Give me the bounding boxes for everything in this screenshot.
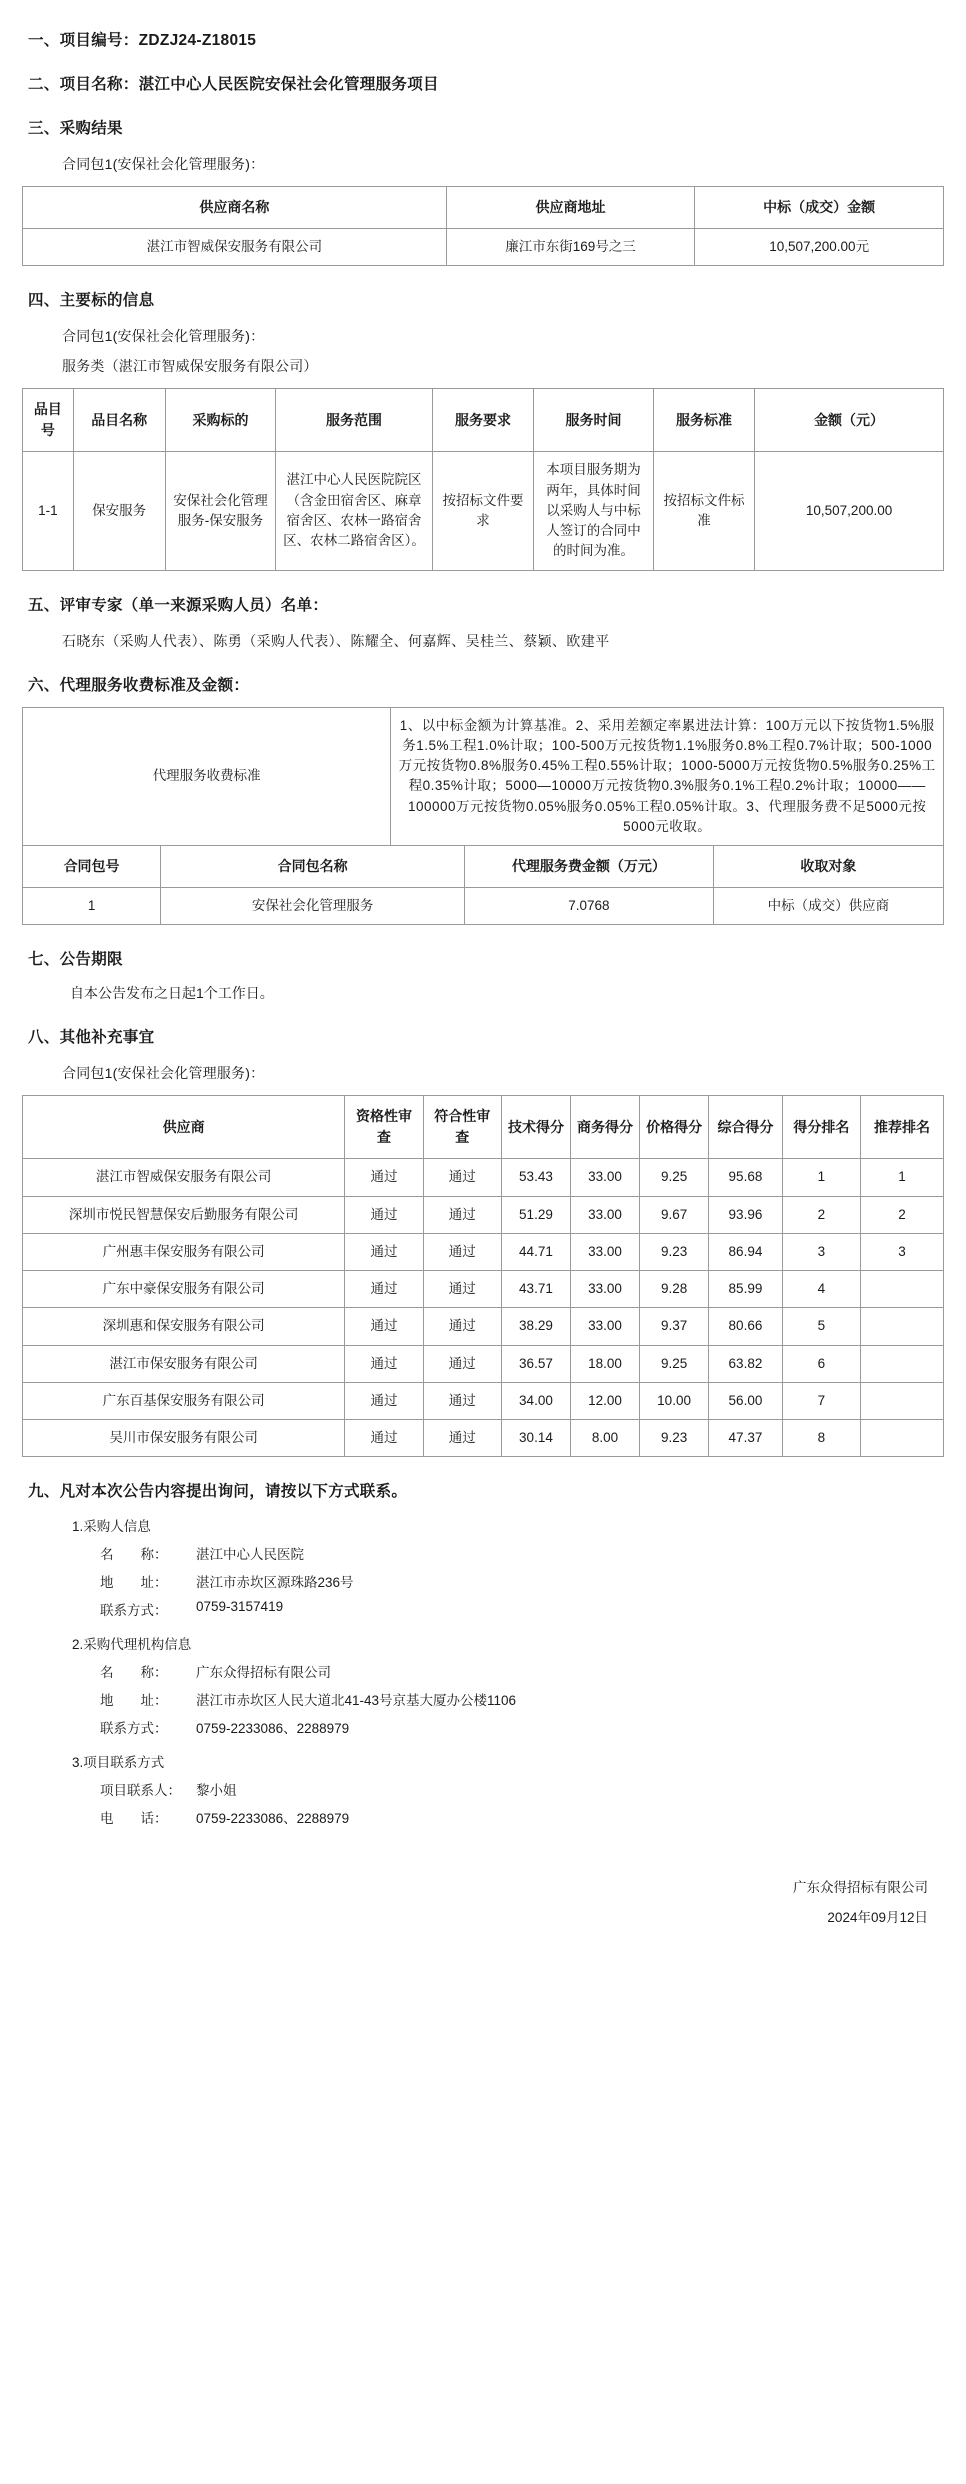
- agency-fee-standard-table: [22, 707, 944, 847]
- subject-category-label: 服务类（湛江市智威保安服务有限公司）: [62, 358, 318, 375]
- cell-qualification: 通过: [345, 1382, 423, 1419]
- cell-item-no: 1-1: [23, 452, 74, 570]
- cell-score-rank: 3: [782, 1233, 860, 1270]
- table-row: [23, 1308, 944, 1345]
- contact-row-address: [100, 1571, 944, 1591]
- cell-business: 8.00: [570, 1420, 639, 1457]
- cell-price: 10.00: [640, 1382, 709, 1419]
- contact-row-phone: [100, 1717, 944, 1737]
- cell-technical: 30.14: [501, 1420, 570, 1457]
- table-row: [23, 229, 944, 266]
- cell-score-rank: 5: [782, 1308, 860, 1345]
- cell-agency-fee-amount: 7.0768: [465, 888, 714, 925]
- cell-fee-payer: 中标（成交）供应商: [713, 888, 943, 925]
- cell-technical: 44.71: [501, 1233, 570, 1270]
- cell-price: 9.37: [640, 1308, 709, 1345]
- cell-score-rank: 7: [782, 1382, 860, 1419]
- cell-price: 9.67: [640, 1196, 709, 1233]
- table-row: [23, 707, 944, 846]
- table-row: [23, 1271, 944, 1308]
- expert-name-list: 石晓东（采购人代表）、陈勇（采购人代表）、陈耀全、何嘉辉、吴桂兰、蔡颖、欧建平: [62, 632, 610, 649]
- subject-package-label: 合同包1(安保社会化管理服务)：: [62, 328, 265, 345]
- cell-score-rank: 2: [782, 1196, 860, 1233]
- table-row: [23, 1382, 944, 1419]
- cell-supplier: 广州惠丰保安服务有限公司: [23, 1233, 345, 1270]
- contact-row-name: [100, 1661, 944, 1681]
- cell-price: 9.23: [640, 1233, 709, 1270]
- cell-business: 33.00: [570, 1233, 639, 1270]
- cell-service-scope: 湛江中心人民医院院区（含金田宿舍区、麻章宿舍区、农林一路宿舍区、农林二路宿舍区）。: [276, 452, 433, 570]
- table-header-row: [23, 187, 944, 229]
- cell-recommend-rank: 3: [861, 1233, 944, 1270]
- table-row: [23, 1345, 944, 1382]
- cell-technical: 34.00: [501, 1382, 570, 1419]
- cell-technical: 43.71: [501, 1271, 570, 1308]
- table-header-row: [23, 846, 944, 888]
- table-row: [23, 1159, 944, 1196]
- col-price-score: 价格得分: [640, 1096, 709, 1159]
- contact-value-telephone: 0759-2233086、2288979: [196, 1811, 350, 1827]
- cell-fee-text: 1、以中标金额为计算基准。2、采用差额定率累进法计算：100万元以下按货物1.5%服务1.5%工程1.0%计取；100-500万元按货物1.1%服务0.8%工程0.7%计取；500-1000万元按货物0.8%服务0.45%工程0.55%计取；1000-5000万元按货物0.5%服务0.25%工程0.35%计取；5000—10000万元按货物0.3%服务0.1%工程0.2%计取；10000——100000万元按货物0.05%服务0.05%工程0.05%计取。3、代理服务费不足5000元按5000元收取。: [391, 707, 944, 846]
- contact-group-agency: [22, 1633, 944, 1737]
- cell-recommend-rank: [861, 1382, 944, 1419]
- contact-label-name: 名 称：: [100, 1665, 168, 1681]
- cell-qualification: 通过: [345, 1420, 423, 1457]
- cell-supplier: 深圳惠和保安服务有限公司: [23, 1308, 345, 1345]
- cell-total: 47.37: [709, 1420, 783, 1457]
- col-qualification-review: 资格性审查: [345, 1096, 423, 1159]
- col-fee-payer: 收取对象: [713, 846, 943, 888]
- cell-business: 33.00: [570, 1196, 639, 1233]
- cell-qualification: 通过: [345, 1345, 423, 1382]
- section-review-experts: 五、评审专家（单一来源采购人员）名单：: [28, 596, 329, 614]
- cell-score-rank: 1: [782, 1159, 860, 1196]
- col-supplier: 供应商: [23, 1096, 345, 1159]
- cell-qualification: 通过: [345, 1196, 423, 1233]
- col-service-scope: 服务范围: [276, 389, 433, 452]
- contact-label-address: 地 址：: [100, 1575, 168, 1591]
- cell-score-rank: 4: [782, 1271, 860, 1308]
- contact-label-phone: 联系方式：: [100, 1603, 168, 1619]
- col-supplier-name: 供应商名称: [23, 187, 447, 229]
- cell-compliance: 通过: [423, 1345, 501, 1382]
- cell-award-amount: 10,507,200.00元: [695, 229, 944, 266]
- table-header-row: [23, 1096, 944, 1159]
- cell-total: 93.96: [709, 1196, 783, 1233]
- cell-recommend-rank: [861, 1271, 944, 1308]
- cell-supplier-address: 廉江市东街169号之三: [446, 229, 695, 266]
- contact-row-telephone: [100, 1807, 944, 1827]
- cell-fee-label: 代理服务收费标准: [23, 707, 391, 846]
- section-subject-info: 四、主要标的信息: [28, 292, 155, 310]
- col-service-requirement: 服务要求: [432, 389, 533, 452]
- col-package-name: 合同包名称: [161, 846, 465, 888]
- contact-row-address: [100, 1689, 944, 1709]
- table-row: [23, 1233, 944, 1270]
- table-row: [23, 452, 944, 570]
- section-project-number: 一、项目编号：ZDZJ24-Z18015: [28, 32, 257, 49]
- cell-qualification: 通过: [345, 1308, 423, 1345]
- cell-recommend-rank: [861, 1308, 944, 1345]
- contact-label-name: 名 称：: [100, 1547, 168, 1563]
- col-amount: 金额（元）: [755, 389, 944, 452]
- cell-package-no: 1: [23, 888, 161, 925]
- col-item-name: 品目名称: [73, 389, 165, 452]
- cell-supplier-name: 湛江市智威保安服务有限公司: [23, 229, 447, 266]
- col-supplier-address: 供应商地址: [446, 187, 695, 229]
- cell-business: 33.00: [570, 1308, 639, 1345]
- cell-service-standard: 按招标文件标准: [653, 452, 754, 570]
- footer-organization: 广东众得招标有限公司: [793, 1880, 928, 1896]
- cell-business: 33.00: [570, 1271, 639, 1308]
- contact-group-title: 2.采购代理机构信息: [72, 1637, 192, 1653]
- cell-score-rank: 6: [782, 1345, 860, 1382]
- contact-value-address: 湛江市赤坎区源珠路236号: [196, 1575, 354, 1591]
- col-technical-score: 技术得分: [501, 1096, 570, 1159]
- subject-table: [22, 388, 944, 570]
- cell-package-name: 安保社会化管理服务: [161, 888, 465, 925]
- cell-service-requirement: 按招标文件要求: [432, 452, 533, 570]
- cell-amount: 10,507,200.00: [755, 452, 944, 570]
- cell-business: 18.00: [570, 1345, 639, 1382]
- contact-value-name: 广东众得招标有限公司: [196, 1665, 331, 1681]
- cell-compliance: 通过: [423, 1233, 501, 1270]
- section-supplementary: 八、其他补充事宜: [28, 1029, 155, 1047]
- document-footer: [22, 1873, 944, 1932]
- cell-price: 9.25: [640, 1159, 709, 1196]
- table-row: [23, 1196, 944, 1233]
- contact-label-phone: 联系方式：: [100, 1721, 168, 1737]
- col-score-rank: 得分排名: [782, 1096, 860, 1159]
- cell-recommend-rank: [861, 1420, 944, 1457]
- contact-group-project: [22, 1751, 944, 1827]
- cell-total: 80.66: [709, 1308, 783, 1345]
- section-notice-period: 七、公告期限: [28, 951, 123, 969]
- cell-supplier: 广东中豪保安服务有限公司: [23, 1271, 345, 1308]
- cell-supplier: 湛江市保安服务有限公司: [23, 1345, 345, 1382]
- cell-compliance: 通过: [423, 1308, 501, 1345]
- col-package-no: 合同包号: [23, 846, 161, 888]
- table-row: [23, 1420, 944, 1457]
- cell-technical: 53.43: [501, 1159, 570, 1196]
- contact-label-address: 地 址：: [100, 1693, 168, 1709]
- contact-value-phone: 0759-2233086、2288979: [196, 1721, 350, 1737]
- cell-recommend-rank: 1: [861, 1159, 944, 1196]
- contact-value-name: 湛江中心人民医院: [196, 1547, 304, 1563]
- cell-supplier: 深圳市悦民智慧保安后勤服务有限公司: [23, 1196, 345, 1233]
- cell-total: 85.99: [709, 1271, 783, 1308]
- cell-compliance: 通过: [423, 1196, 501, 1233]
- cell-business: 33.00: [570, 1159, 639, 1196]
- cell-recommend-rank: [861, 1345, 944, 1382]
- cell-total: 56.00: [709, 1382, 783, 1419]
- section-agency-fee: 六、代理服务收费标准及金额：: [28, 676, 250, 694]
- col-business-score: 商务得分: [570, 1096, 639, 1159]
- section-project-name: 二、项目名称：湛江中心人民医院安保社会化管理服务项目: [28, 76, 439, 93]
- contact-value-person: 黎小姐: [196, 1783, 237, 1799]
- contact-value-address: 湛江市赤坎区人民大道北41-43号京基大厦办公楼1106: [196, 1693, 517, 1709]
- col-agency-fee-amount: 代理服务费金额（万元）: [465, 846, 714, 888]
- cell-total: 63.82: [709, 1345, 783, 1382]
- cell-compliance: 通过: [423, 1159, 501, 1196]
- cell-service-time: 本项目服务期为两年，具体时间以采购人与中标人签订的合同中的时间为准。: [534, 452, 654, 570]
- cell-price: 9.28: [640, 1271, 709, 1308]
- footer-date: 2024年09月12日: [827, 1909, 928, 1925]
- col-service-time: 服务时间: [534, 389, 654, 452]
- table-row: [23, 888, 944, 925]
- supplement-package-label: 合同包1(安保社会化管理服务)：: [62, 1065, 265, 1082]
- section-procurement-result: 三、采购结果: [28, 120, 123, 137]
- contact-value-phone: 0759-3157419: [196, 1599, 284, 1615]
- cell-compliance: 通过: [423, 1271, 501, 1308]
- cell-supplier: 广东百基保安服务有限公司: [23, 1382, 345, 1419]
- cell-score-rank: 8: [782, 1420, 860, 1457]
- col-award-amount: 中标（成交）金额: [695, 187, 944, 229]
- cell-total: 95.68: [709, 1159, 783, 1196]
- evaluation-score-table: [22, 1095, 944, 1457]
- cell-business: 12.00: [570, 1382, 639, 1419]
- cell-recommend-rank: 2: [861, 1196, 944, 1233]
- notice-period-text: 自本公告发布之日起1个工作日。: [70, 985, 274, 1002]
- contact-row-name: [100, 1543, 944, 1563]
- contact-label-person: 项目联系人：: [100, 1783, 181, 1799]
- cell-supplier: 吴川市保安服务有限公司: [23, 1420, 345, 1457]
- cell-compliance: 通过: [423, 1420, 501, 1457]
- cell-technical: 51.29: [501, 1196, 570, 1233]
- contact-group-title: 3.项目联系方式: [72, 1755, 165, 1771]
- result-package-label: 合同包1(安保社会化管理服务)：: [62, 156, 265, 172]
- result-table: [22, 186, 944, 266]
- cell-technical: 38.29: [501, 1308, 570, 1345]
- cell-technical: 36.57: [501, 1345, 570, 1382]
- section-contact: 九、凡对本次公告内容提出询问，请按以下方式联系。: [28, 1483, 408, 1501]
- agency-fee-amount-table: [22, 845, 944, 925]
- contact-row-person: [100, 1779, 944, 1799]
- cell-item-name: 保安服务: [73, 452, 165, 570]
- col-recommend-rank: 推荐排名: [861, 1096, 944, 1159]
- cell-price: 9.25: [640, 1345, 709, 1382]
- cell-qualification: 通过: [345, 1271, 423, 1308]
- col-service-standard: 服务标准: [653, 389, 754, 452]
- contact-group-title: 1.采购人信息: [72, 1519, 151, 1535]
- cell-price: 9.23: [640, 1420, 709, 1457]
- contact-group-purchaser: [22, 1515, 944, 1619]
- contact-row-phone: [100, 1599, 944, 1619]
- col-item-no: 品目号: [23, 389, 74, 452]
- cell-purchase-target: 安保社会化管理服务-保安服务: [165, 452, 276, 570]
- col-compliance-review: 符合性审查: [423, 1096, 501, 1159]
- cell-qualification: 通过: [345, 1159, 423, 1196]
- cell-supplier: 湛江市智威保安服务有限公司: [23, 1159, 345, 1196]
- col-total-score: 综合得分: [709, 1096, 783, 1159]
- cell-compliance: 通过: [423, 1382, 501, 1419]
- table-header-row: [23, 389, 944, 452]
- contact-label-telephone: 电 话：: [100, 1811, 168, 1827]
- cell-qualification: 通过: [345, 1233, 423, 1270]
- cell-total: 86.94: [709, 1233, 783, 1270]
- col-purchase-target: 采购标的: [165, 389, 276, 452]
